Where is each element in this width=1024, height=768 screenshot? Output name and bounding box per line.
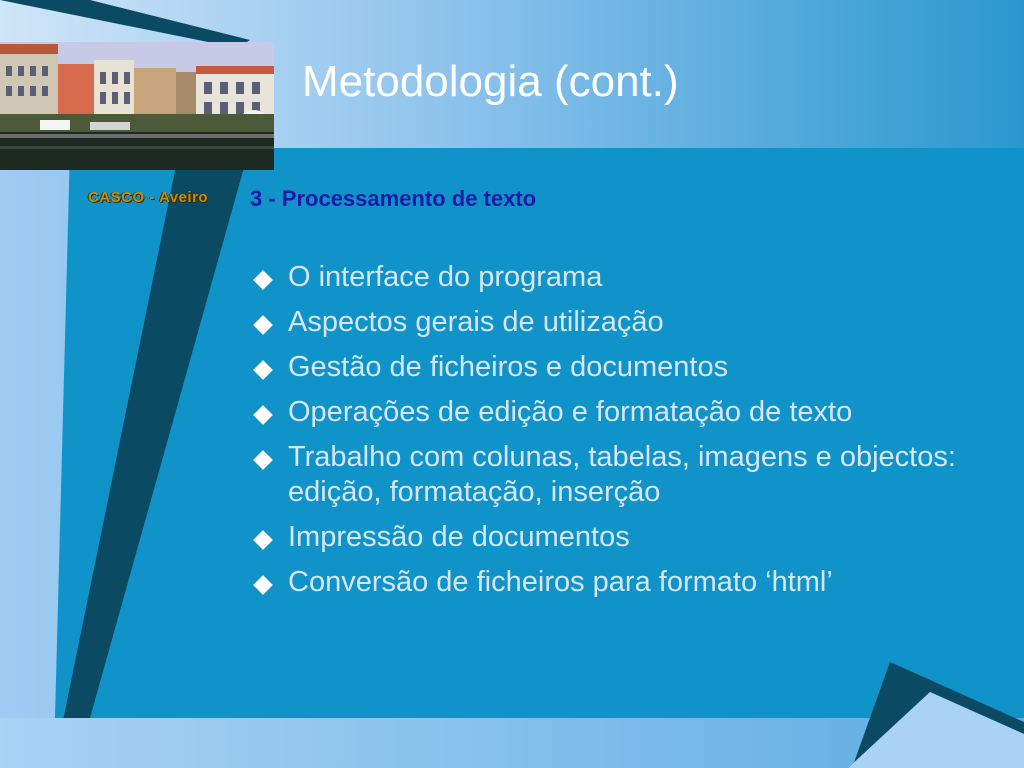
section-heading: 3 - Processamento de texto — [250, 186, 537, 211]
slide-title: Metodologia (cont.) — [302, 57, 679, 106]
bullet-item — [252, 440, 992, 510]
bullet-list — [252, 260, 992, 610]
diamond-bullet-icon — [253, 315, 273, 335]
diamond-bullet-icon — [253, 450, 273, 470]
bullet-item — [252, 350, 992, 385]
bullet-text: Operações de edição e formatação de texto — [288, 396, 853, 428]
diamond-bullet-icon — [253, 270, 273, 290]
building-photo-image — [0, 42, 274, 170]
bullet-item — [252, 520, 992, 555]
diamond-bullet-icon — [253, 575, 273, 595]
bullet-text: Aspectos gerais de utilização — [288, 306, 664, 338]
diamond-bullet-icon — [253, 530, 273, 550]
bullet-item — [252, 565, 992, 600]
diamond-bullet-icon — [253, 360, 273, 380]
bullet-item — [252, 305, 992, 340]
bullet-text: Gestão de ficheiros e documentos — [288, 351, 729, 383]
bullet-text: Conversão de ficheiros para formato ‘html’ — [288, 566, 833, 598]
bullet-text: Trabalho com colunas, tabelas, imagens e objectos: edição, formatação, inserção — [288, 441, 956, 508]
diamond-bullet-icon — [253, 405, 273, 425]
bullet-text: O interface do programa — [288, 261, 603, 293]
bullet-item — [252, 395, 992, 430]
logo-photo — [0, 42, 274, 206]
logo-caption: CASCO - Aveiro — [88, 189, 209, 206]
bullet-item — [252, 260, 992, 295]
bullet-text: Impressão de documentos — [288, 521, 630, 553]
